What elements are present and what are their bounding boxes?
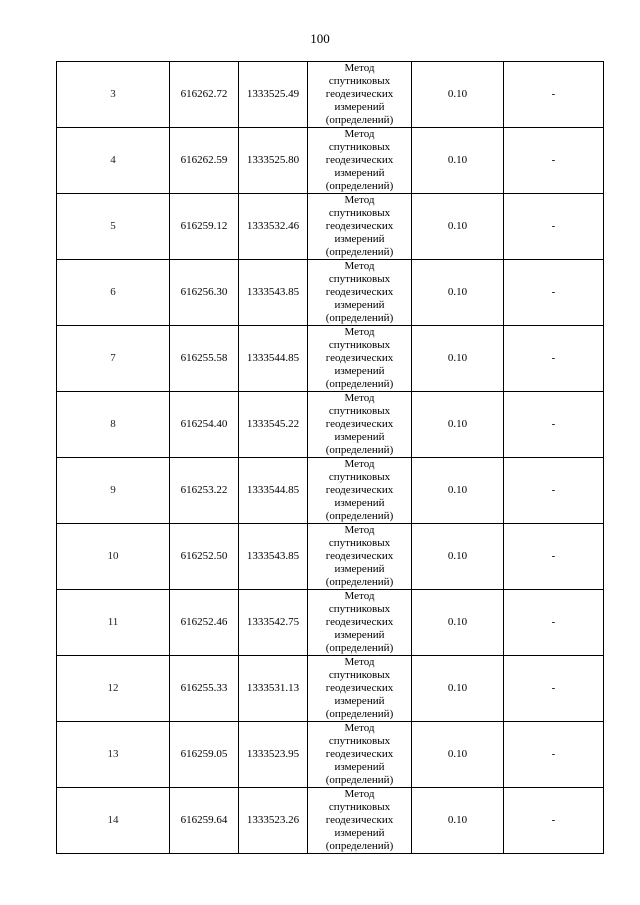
description-cell: - — [504, 788, 604, 854]
method-line: геодезических — [325, 682, 394, 694]
accuracy-cell: 0.10 — [412, 524, 504, 590]
y-coordinate-cell: 1333525.80 — [239, 128, 308, 194]
table-row — [57, 458, 604, 524]
method-line: измерений — [334, 563, 385, 575]
method-line: измерений — [334, 695, 385, 707]
accuracy-cell: 0.10 — [412, 590, 504, 656]
x-coordinate-cell: 616262.72 — [170, 62, 239, 128]
accuracy-cell: 0.10 — [412, 62, 504, 128]
method-line: (определений) — [325, 312, 394, 324]
accuracy-cell: 0.10 — [412, 458, 504, 524]
x-coordinate-cell: 616252.50 — [170, 524, 239, 590]
method-cell — [308, 590, 412, 656]
table-row — [57, 788, 604, 854]
point-number-cell: 7 — [57, 326, 170, 392]
method-cell — [308, 62, 412, 128]
method-cell — [308, 260, 412, 326]
method-line: геодезических — [325, 286, 394, 298]
method-line: измерений — [334, 167, 385, 179]
method-line: (определений) — [325, 774, 394, 786]
method-line: Метод — [344, 392, 375, 404]
method-line: измерений — [334, 233, 385, 245]
x-coordinate-cell: 616259.05 — [170, 722, 239, 788]
point-number-cell: 4 — [57, 128, 170, 194]
method-line: спутниковых — [328, 603, 391, 615]
method-line: спутниковых — [328, 537, 391, 549]
method-line: Метод — [344, 788, 375, 800]
table-row — [57, 392, 604, 458]
y-coordinate-cell: 1333531.13 — [239, 656, 308, 722]
coordinates-table-body — [57, 62, 604, 854]
method-line: измерений — [334, 497, 385, 509]
method-line: измерений — [334, 761, 385, 773]
x-coordinate-cell: 616259.12 — [170, 194, 239, 260]
x-coordinate-cell: 616252.46 — [170, 590, 239, 656]
point-number-cell: 14 — [57, 788, 170, 854]
accuracy-cell: 0.10 — [412, 194, 504, 260]
point-number-cell: 9 — [57, 458, 170, 524]
point-number-cell: 3 — [57, 62, 170, 128]
description-cell: - — [504, 128, 604, 194]
method-line: Метод — [344, 260, 375, 272]
method-cell — [308, 656, 412, 722]
method-line: (определений) — [325, 576, 394, 588]
method-line: (определений) — [325, 180, 394, 192]
x-coordinate-cell: 616259.64 — [170, 788, 239, 854]
method-line: Метод — [344, 458, 375, 470]
method-line: геодезических — [325, 88, 394, 100]
method-line: геодезических — [325, 748, 394, 760]
table-row — [57, 62, 604, 128]
method-line: спутниковых — [328, 669, 391, 681]
method-line: Метод — [344, 590, 375, 602]
y-coordinate-cell: 1333543.85 — [239, 260, 308, 326]
accuracy-cell: 0.10 — [412, 392, 504, 458]
description-cell: - — [504, 458, 604, 524]
method-line: геодезических — [325, 154, 394, 166]
description-cell: - — [504, 524, 604, 590]
method-line: спутниковых — [328, 405, 391, 417]
method-line: геодезических — [325, 814, 394, 826]
table-row — [57, 194, 604, 260]
x-coordinate-cell: 616255.58 — [170, 326, 239, 392]
method-line: измерений — [334, 365, 385, 377]
y-coordinate-cell: 1333542.75 — [239, 590, 308, 656]
y-coordinate-cell: 1333544.85 — [239, 326, 308, 392]
method-line: измерений — [334, 431, 385, 443]
method-cell — [308, 458, 412, 524]
x-coordinate-cell: 616262.59 — [170, 128, 239, 194]
x-coordinate-cell: 616254.40 — [170, 392, 239, 458]
point-number-cell: 12 — [57, 656, 170, 722]
method-cell — [308, 326, 412, 392]
method-line: спутниковых — [328, 273, 391, 285]
x-coordinate-cell: 616255.33 — [170, 656, 239, 722]
accuracy-cell: 0.10 — [412, 788, 504, 854]
method-line: (определений) — [325, 840, 394, 852]
method-line: Метод — [344, 62, 375, 74]
method-line: измерений — [334, 629, 385, 641]
method-line: Метод — [344, 326, 375, 338]
method-line: спутниковых — [328, 801, 391, 813]
method-cell — [308, 722, 412, 788]
method-cell — [308, 788, 412, 854]
x-coordinate-cell: 616256.30 — [170, 260, 239, 326]
y-coordinate-cell: 1333525.49 — [239, 62, 308, 128]
method-cell — [308, 194, 412, 260]
point-number-cell: 13 — [57, 722, 170, 788]
method-line: геодезических — [325, 352, 394, 364]
accuracy-cell: 0.10 — [412, 260, 504, 326]
method-line: геодезических — [325, 616, 394, 628]
method-line: спутниковых — [328, 75, 391, 87]
method-line: (определений) — [325, 246, 394, 258]
x-coordinate-cell: 616253.22 — [170, 458, 239, 524]
method-line: (определений) — [325, 510, 394, 522]
y-coordinate-cell: 1333532.46 — [239, 194, 308, 260]
y-coordinate-cell: 1333523.26 — [239, 788, 308, 854]
description-cell: - — [504, 722, 604, 788]
accuracy-cell: 0.10 — [412, 128, 504, 194]
point-number-cell: 11 — [57, 590, 170, 656]
accuracy-cell: 0.10 — [412, 656, 504, 722]
method-line: измерений — [334, 827, 385, 839]
description-cell: - — [504, 326, 604, 392]
table-row — [57, 260, 604, 326]
method-line: Метод — [344, 524, 375, 536]
description-cell: - — [504, 194, 604, 260]
accuracy-cell: 0.10 — [412, 722, 504, 788]
method-line: спутниковых — [328, 471, 391, 483]
table-row — [57, 128, 604, 194]
method-line: геодезических — [325, 484, 394, 496]
method-line: (определений) — [325, 708, 394, 720]
y-coordinate-cell: 1333543.85 — [239, 524, 308, 590]
y-coordinate-cell: 1333544.85 — [239, 458, 308, 524]
method-line: Метод — [344, 722, 375, 734]
table-row — [57, 590, 604, 656]
method-line: Метод — [344, 656, 375, 668]
description-cell: - — [504, 260, 604, 326]
method-line: (определений) — [325, 114, 394, 126]
y-coordinate-cell: 1333545.22 — [239, 392, 308, 458]
method-line: спутниковых — [328, 141, 391, 153]
point-number-cell: 5 — [57, 194, 170, 260]
method-line: спутниковых — [328, 339, 391, 351]
description-cell: - — [504, 62, 604, 128]
method-line: (определений) — [325, 642, 394, 654]
method-line: измерений — [334, 299, 385, 311]
page-number: 100 — [310, 31, 330, 46]
method-cell — [308, 524, 412, 590]
method-cell — [308, 392, 412, 458]
method-line: геодезических — [325, 418, 394, 430]
y-coordinate-cell: 1333523.95 — [239, 722, 308, 788]
method-line: (определений) — [325, 444, 394, 456]
method-line: геодезических — [325, 550, 394, 562]
table-row — [57, 326, 604, 392]
method-line: спутниковых — [328, 735, 391, 747]
method-line: измерений — [334, 101, 385, 113]
table-row — [57, 524, 604, 590]
method-line: геодезических — [325, 220, 394, 232]
method-line: Метод — [344, 128, 375, 140]
point-number-cell: 6 — [57, 260, 170, 326]
description-cell: - — [504, 590, 604, 656]
table-row — [57, 722, 604, 788]
method-line: спутниковых — [328, 207, 391, 219]
method-line: (определений) — [325, 378, 394, 390]
method-line: Метод — [344, 194, 375, 206]
accuracy-cell: 0.10 — [412, 326, 504, 392]
point-number-cell: 10 — [57, 524, 170, 590]
description-cell: - — [504, 392, 604, 458]
table-row — [57, 656, 604, 722]
description-cell: - — [504, 656, 604, 722]
method-cell — [308, 128, 412, 194]
coordinates-table — [56, 61, 604, 854]
point-number-cell: 8 — [57, 392, 170, 458]
